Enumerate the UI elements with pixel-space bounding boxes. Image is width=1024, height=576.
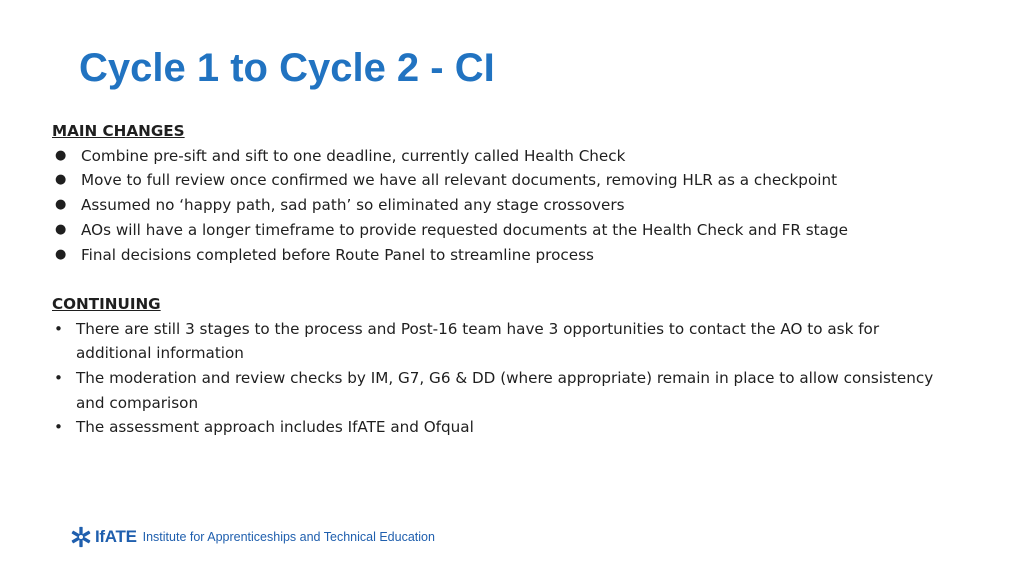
continuing-item (52, 415, 952, 440)
bullet-small-icon: • (54, 418, 63, 437)
main-changes-item (52, 144, 952, 169)
continuing-item-text: There are still 3 stages to the process and Post-16 team have 3 opportunities to contact the AO to ask for additional information (76, 319, 880, 363)
main-changes-item-text: Assumed no ‘happy path, sad path’ so eliminated any stage crossovers (81, 196, 625, 215)
main-changes-item-text: Final decisions completed before Route Panel to streamline process (81, 245, 594, 264)
slide-title: Cycle 1 to Cycle 2 - CI (79, 46, 495, 90)
continuing-item (52, 317, 952, 366)
bullet-dot-icon: ● (55, 172, 67, 188)
section-spacer (52, 267, 952, 292)
ifate-logo (70, 522, 435, 552)
star-logo-icon (70, 526, 92, 548)
main-changes-item (52, 218, 952, 243)
bullet-dot-icon: ● (55, 197, 67, 213)
continuing-item-text: The assessment approach includes IfATE and Ofqual (76, 418, 474, 437)
bullet-small-icon: • (54, 319, 63, 338)
main-changes-heading: MAIN CHANGES (52, 122, 185, 140)
main-changes-list (52, 144, 952, 268)
main-changes-item-text: AOs will have a longer timeframe to provide requested documents at the Health Check and FR stage (81, 220, 848, 239)
logo-tagline: Institute for Apprenticeships and Technical Education (142, 530, 435, 544)
bullet-small-icon: • (54, 369, 63, 388)
continuing-item-text: The moderation and review checks by IM, G7, G6 & DD (where appropriate) remain in place to allow consistency and comparison (76, 369, 934, 412)
continuing-list (52, 317, 952, 441)
continuing-heading: CONTINUING (52, 294, 161, 313)
slide-body (52, 119, 952, 440)
bullet-dot-icon: ● (55, 221, 67, 237)
bullet-dot-icon: ● (55, 147, 67, 163)
bullet-dot-icon: ● (55, 246, 67, 262)
main-changes-item (52, 193, 952, 218)
logo-brand-text: IfATE (95, 527, 137, 546)
main-changes-item (52, 243, 952, 268)
main-changes-item (52, 168, 952, 193)
main-changes-item-text: Combine pre-sift and sift to one deadline, currently called Health Check (81, 146, 626, 165)
continuing-item (52, 366, 952, 415)
main-changes-item-text: Move to full review once confirmed we have all relevant documents, removing HLR as a checkpoint (81, 171, 838, 190)
